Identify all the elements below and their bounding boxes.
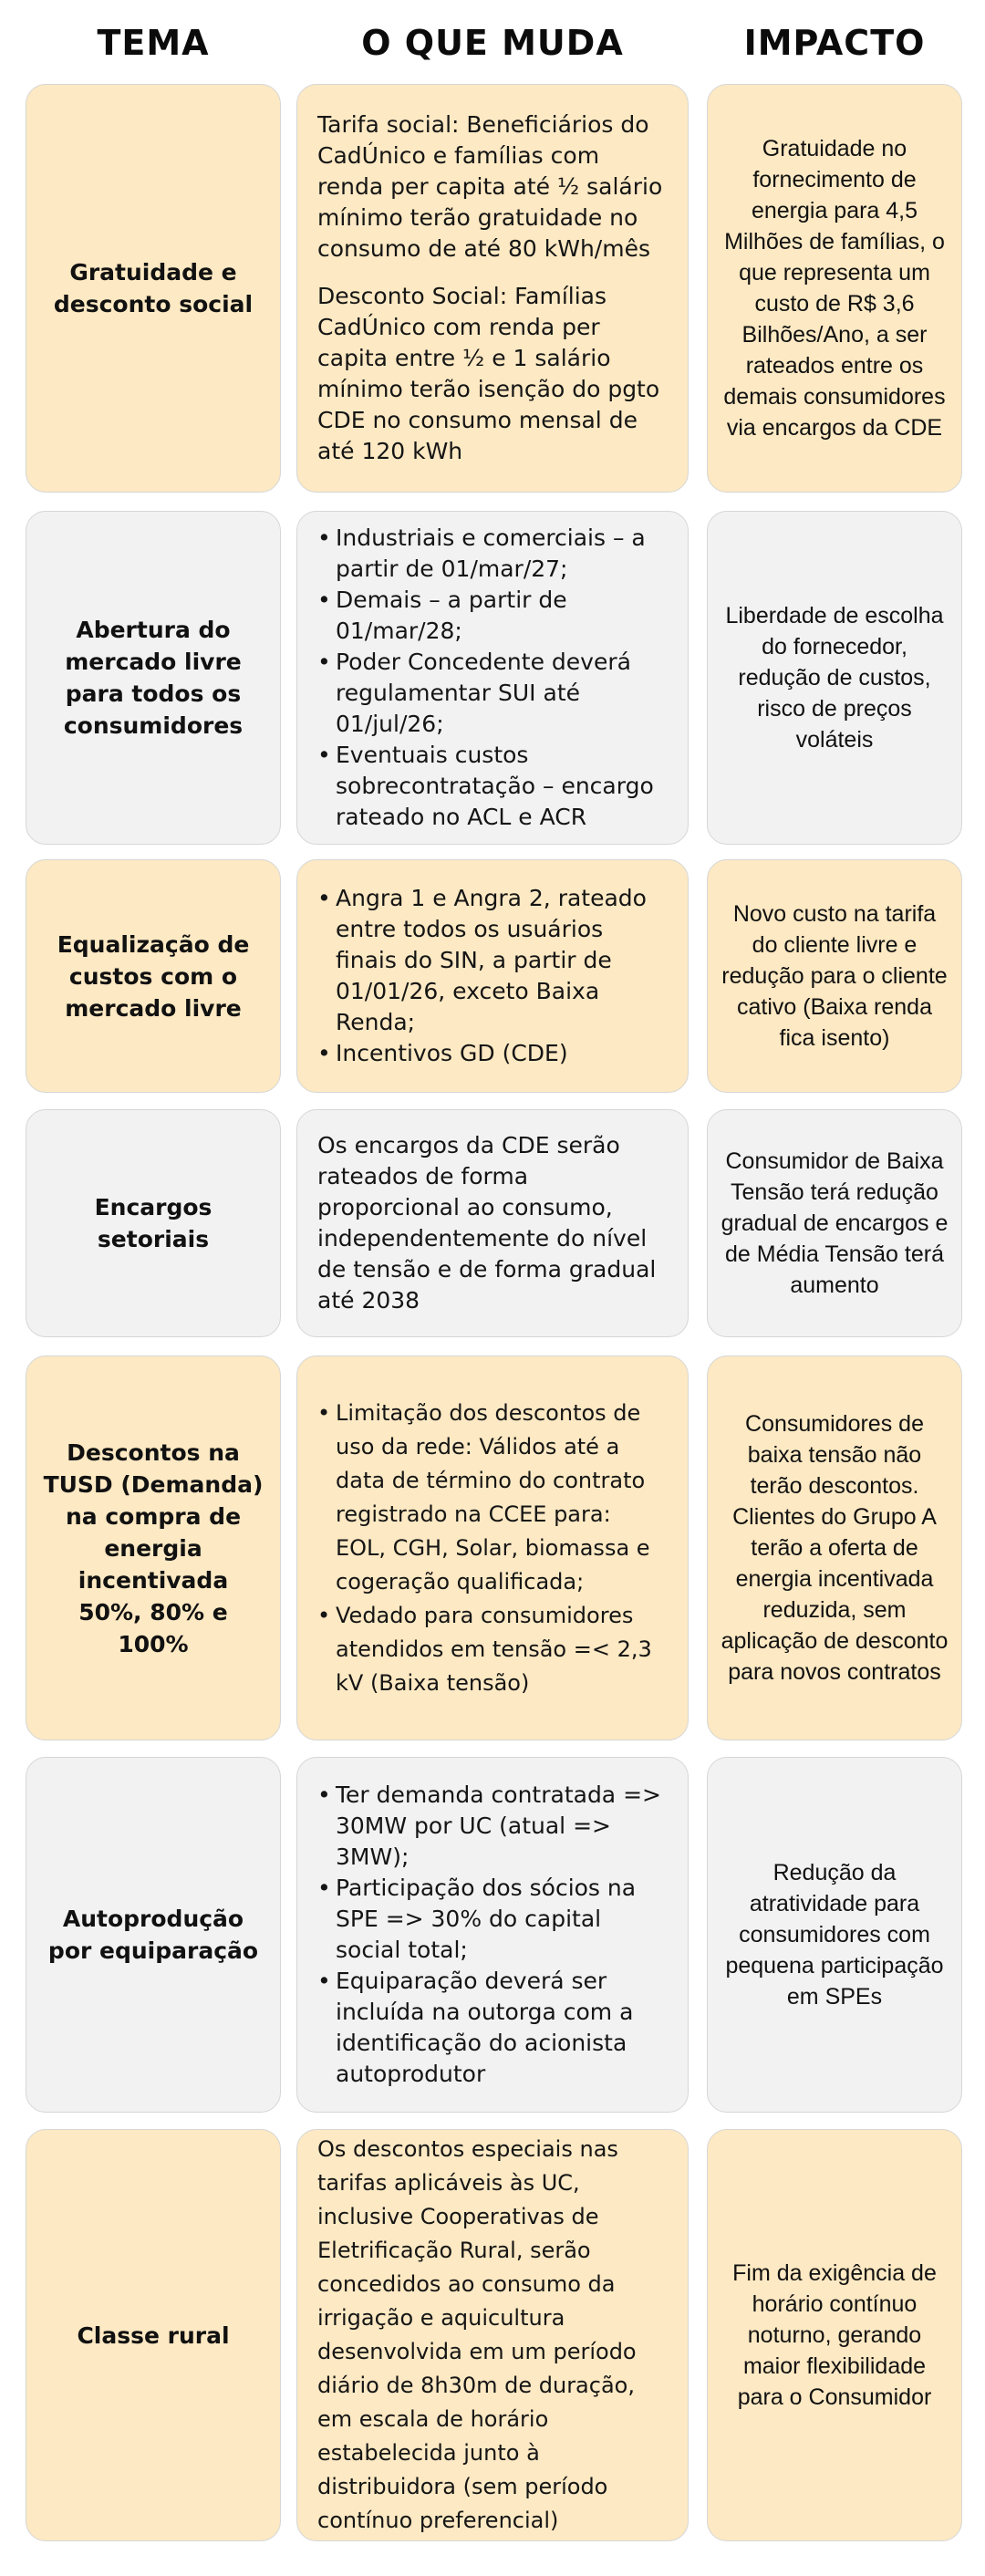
impact-text: Novo custo na tarifa do cliente livre e redução para o cliente cativo (Baixa renda fica isento): [721, 901, 948, 1051]
change-cell: [296, 511, 689, 845]
change-bullet: • Participação dos sócios na SPE => 30% do capital social total;: [317, 1873, 668, 1966]
change-bullet: • Industriais e comerciais – a partir de 01/mar/27;: [317, 523, 668, 585]
impact-cell: [707, 859, 962, 1093]
change-bullet: • Ter demanda contratada => 30MW por UC (atual => 3MW);: [317, 1780, 668, 1873]
change-paragraph: Desconto Social: Famílias CadÚnico com renda per capita entre ½ e 1 salário mínimo terão isenção do pgto CDE no consumo mensal de até 120 kWh: [317, 283, 660, 464]
theme-cell: [26, 1757, 281, 2113]
change-bullet: • Poder Concedente deverá regulamentar SUI até 01/jul/26;: [317, 647, 668, 740]
impact-cell: [707, 2129, 962, 2541]
theme-label: Gratuidade e desconto social: [53, 259, 254, 317]
theme-label: Encargos setoriais: [94, 1194, 213, 1252]
change-cell: [296, 1356, 689, 1740]
change-bullet: • Incentivos GD (CDE): [317, 1038, 668, 1069]
impact-text: Consumidores de baixa tensão não terão descontos. Clientes do Grupo A terão a oferta de energia incentivada reduzida, sem aplicação de desconto para novos contratos: [721, 1411, 949, 1685]
table-row: [0, 2129, 985, 2541]
impact-text: Gratuidade no fornecimento de energia para 4,5 Milhões de famílias, o que representa um custo de R$ 3,6 Bilhões/Ano, a ser rateados entre os demais consumidores via encargos da CDE: [723, 136, 946, 441]
table-row: [0, 1757, 985, 2113]
change-bullet: • Vedado para consumidores atendidos em tensão =< 2,3 kV (Baixa tensão): [317, 1599, 668, 1700]
impact-cell: [707, 84, 962, 493]
header-impacto: IMPACTO: [743, 23, 926, 63]
change-bullet: • Demais – a partir de 01/mar/28;: [317, 585, 668, 647]
table-row: [0, 511, 985, 845]
change-cell: [296, 2129, 689, 2541]
impact-text: Fim da exigência de horário contínuo noturno, gerando maior flexibilidade para o Consumidor: [732, 2260, 937, 2410]
change-bullet: • Eventuais custos sobrecontratação – encargo rateado no ACL e ACR: [317, 740, 668, 833]
theme-cell: [26, 1356, 281, 1740]
change-paragraph: Os descontos especiais nas tarifas aplicáveis às UC, inclusive Cooperativas de Eletrificação Rural, serão concedidos ao consumo da irrigação e aquicultura desenvolvida em um período diário de 8h30m de duração, em escala de horário estabelecida junto à distribuidora (sem período contínuo preferencial): [317, 2136, 637, 2533]
change-bullet-list: [317, 1780, 668, 2090]
impact-cell: [707, 1757, 962, 2113]
change-bullet: • Limitação dos descontos de uso da rede: Válidos até a data de término do contrato registrado na CCEE para: EOL, CGH, Solar, biomassa e cogeração qualificada;: [317, 1397, 668, 1599]
change-bullet-list: [317, 523, 668, 833]
change-bullet-list: [317, 1397, 668, 1700]
theme-cell: [26, 1109, 281, 1337]
change-paragraph: Os encargos da CDE serão rateados de forma proporcional ao consumo, independentemente do nível de tensão e de forma gradual até 2038: [317, 1132, 657, 1314]
theme-label: Equalização de custos com o mercado livre: [57, 930, 250, 1022]
change-cell: [296, 84, 689, 493]
impact-cell: [707, 1109, 962, 1337]
change-bullet: • Angra 1 e Angra 2, rateado entre todos os usuários finais do SIN, a partir de 01/01/26, exceto Baixa Renda;: [317, 883, 668, 1038]
change-paragraph: Tarifa social: Beneficiários do CadÚnico e famílias com renda per capita até ½ salário mínimo terão gratuidade no consumo de até 80 kWh/mês: [317, 111, 663, 262]
change-cell: [296, 1757, 689, 2113]
table-header: [0, 0, 985, 84]
change-bullet: • Equiparação deverá ser incluída na outorga com a identificação do acionista autoprodutor: [317, 1966, 668, 2090]
impact-cell: [707, 1356, 962, 1740]
table-row: [0, 1109, 985, 1337]
theme-cell: [26, 84, 281, 493]
header-tema: TEMA: [97, 23, 210, 63]
change-cell: [296, 859, 689, 1093]
impact-text: Redução da atratividade para consumidores com pequena participação em SPEs: [725, 1860, 944, 2010]
theme-cell: [26, 859, 281, 1093]
theme-label: Classe rural: [77, 2322, 230, 2349]
change-bullet-list: [317, 883, 668, 1069]
theme-label: Autoprodução por equiparação: [47, 1906, 259, 1964]
impact-cell: [707, 511, 962, 845]
change-cell: [296, 1109, 689, 1337]
theme-cell: [26, 511, 281, 845]
table-row: [0, 1356, 985, 1740]
theme-label: Descontos na TUSD (Demanda) na compra de energia incentivada 50%, 80% e 100%: [43, 1439, 264, 1657]
theme-cell: [26, 2129, 281, 2541]
header-o-que-muda: O QUE MUDA: [361, 23, 624, 63]
impact-text: Liberdade de escolha do fornecedor, redução de custos, risco de preços voláteis: [725, 603, 944, 753]
theme-label: Abertura do mercado livre para todos os consumidores: [63, 617, 244, 739]
table-row: [0, 859, 985, 1093]
impact-text: Consumidor de Baixa Tensão terá redução gradual de encargos e de Média Tensão terá aumento: [721, 1148, 949, 1298]
table-row: [0, 84, 985, 493]
